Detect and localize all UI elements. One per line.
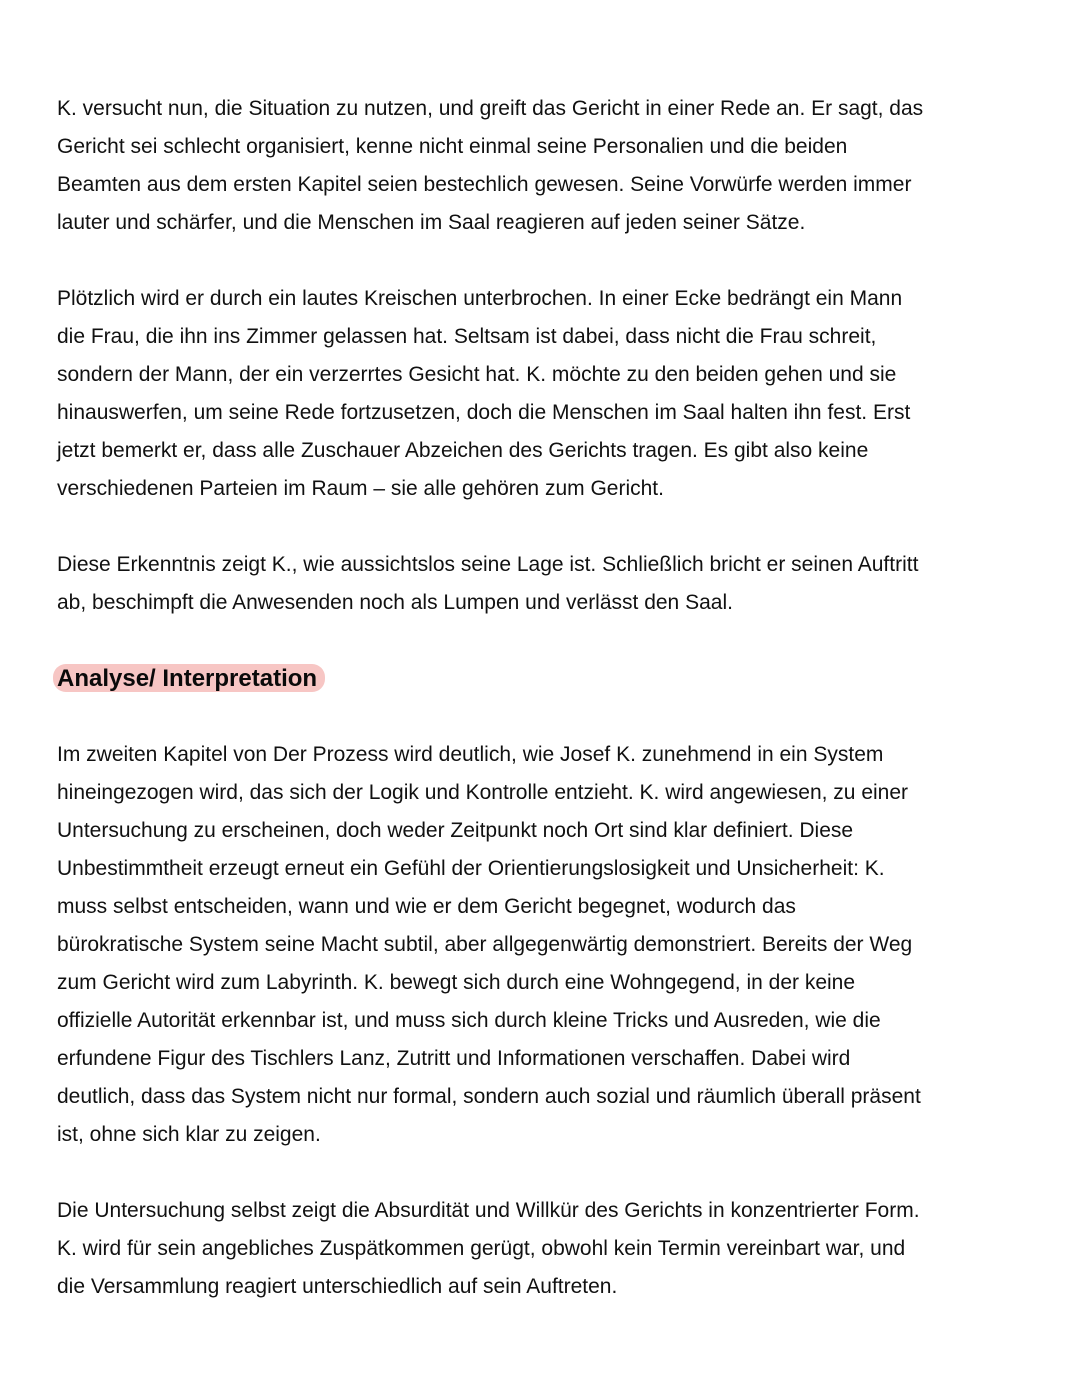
text-line: muss selbst entscheiden, wann und wie er dem Gericht begegnet, wodurch das (57, 895, 796, 918)
text-line: hineingezogen wird, das sich der Logik und Kontrolle entzieht. K. wird angewiesen, zu einer (57, 781, 909, 804)
text-line: K. versucht nun, die Situation zu nutzen, und greift das Gericht in einer Rede an. Er sagt, das (57, 97, 924, 120)
text-line: ab, beschimpft die Anwesenden noch als Lumpen und verlässt den Saal. (57, 591, 733, 614)
paragraph-speech (57, 90, 1027, 242)
text-line: ist, ohne sich klar zu zeigen. (57, 1123, 321, 1146)
text-line: Die Untersuchung selbst zeigt die Absurdität und Willkür des Gerichts in konzentrierter Form. (57, 1199, 920, 1222)
text-line: die Frau, die ihn ins Zimmer gelassen hat. Seltsam ist dabei, dass nicht die Frau schreit, (57, 325, 877, 348)
document-page (57, 90, 1027, 1306)
text-line: Im zweiten Kapitel von Der Prozess wird deutlich, wie Josef K. zunehmend in ein System (57, 743, 884, 766)
text-line: sondern der Mann, der ein verzerrtes Gesicht hat. K. möchte zu den beiden gehen und sie (57, 363, 897, 386)
text-line: erfundene Figur des Tischlers Lanz, Zutritt und Informationen verschaffen. Dabei wird (57, 1047, 851, 1070)
text-line: K. wird für sein angebliches Zuspätkommen gerügt, obwohl kein Termin vereinbart war, und (57, 1237, 906, 1260)
text-line: Diese Erkenntnis zeigt K., wie aussichtslos seine Lage ist. Schließlich bricht er seinen Auftritt (57, 553, 919, 576)
paragraph-interruption (57, 280, 1027, 508)
text-line: Gericht sei schlecht organisiert, kenne nicht einmal seine Personalien und die beiden (57, 135, 848, 158)
text-line: Unbestimmtheit erzeugt erneut ein Gefühl der Orientierungslosigkeit und Unsicherheit: K. (57, 857, 885, 880)
text-line: lauter und schärfer, und die Menschen im Saal reagieren auf jeden seiner Sätze. (57, 211, 806, 234)
text-line: Untersuchung zu erscheinen, doch weder Zeitpunkt noch Ort sind klar definiert. Diese (57, 819, 854, 842)
summary-section (57, 90, 1027, 622)
text-line: Plötzlich wird er durch ein lautes Kreischen unterbrochen. In einer Ecke bedrängt ein Mann (57, 287, 903, 310)
paragraph-realization (57, 546, 1027, 622)
text-line: hinauswerfen, um seine Rede fortzusetzen, doch die Menschen im Saal halten ihn fest. Erst (57, 401, 911, 424)
section-heading: Analyse/ Interpretation (53, 664, 325, 692)
text-line: offizielle Autorität erkennbar ist, und muss sich durch kleine Tricks und Ausreden, wie die (57, 1009, 881, 1032)
paragraph-analysis-system (57, 736, 1027, 1154)
text-line: die Versammlung reagiert unterschiedlich auf sein Auftreten. (57, 1275, 618, 1298)
text-line: zum Gericht wird zum Labyrinth. K. bewegt sich durch eine Wohngegend, in der keine (57, 971, 856, 994)
text-line: Beamten aus dem ersten Kapitel seien bestechlich gewesen. Seine Vorwürfe werden immer (57, 173, 912, 196)
text-line: bürokratische System seine Macht subtil, aber allgegenwärtig demonstriert. Bereits der Weg (57, 933, 913, 956)
section-heading-row (57, 660, 1027, 698)
text-line: jetzt bemerkt er, dass alle Zuschauer Abzeichen des Gerichts tragen. Es gibt also keine (57, 439, 869, 462)
text-line: verschiedenen Parteien im Raum – sie alle gehören zum Gericht. (57, 477, 664, 500)
paragraph-analysis-examination (57, 1192, 1027, 1306)
text-line: deutlich, dass das System nicht nur formal, sondern auch sozial und räumlich überall präsent (57, 1085, 921, 1108)
analysis-section (57, 736, 1027, 1306)
